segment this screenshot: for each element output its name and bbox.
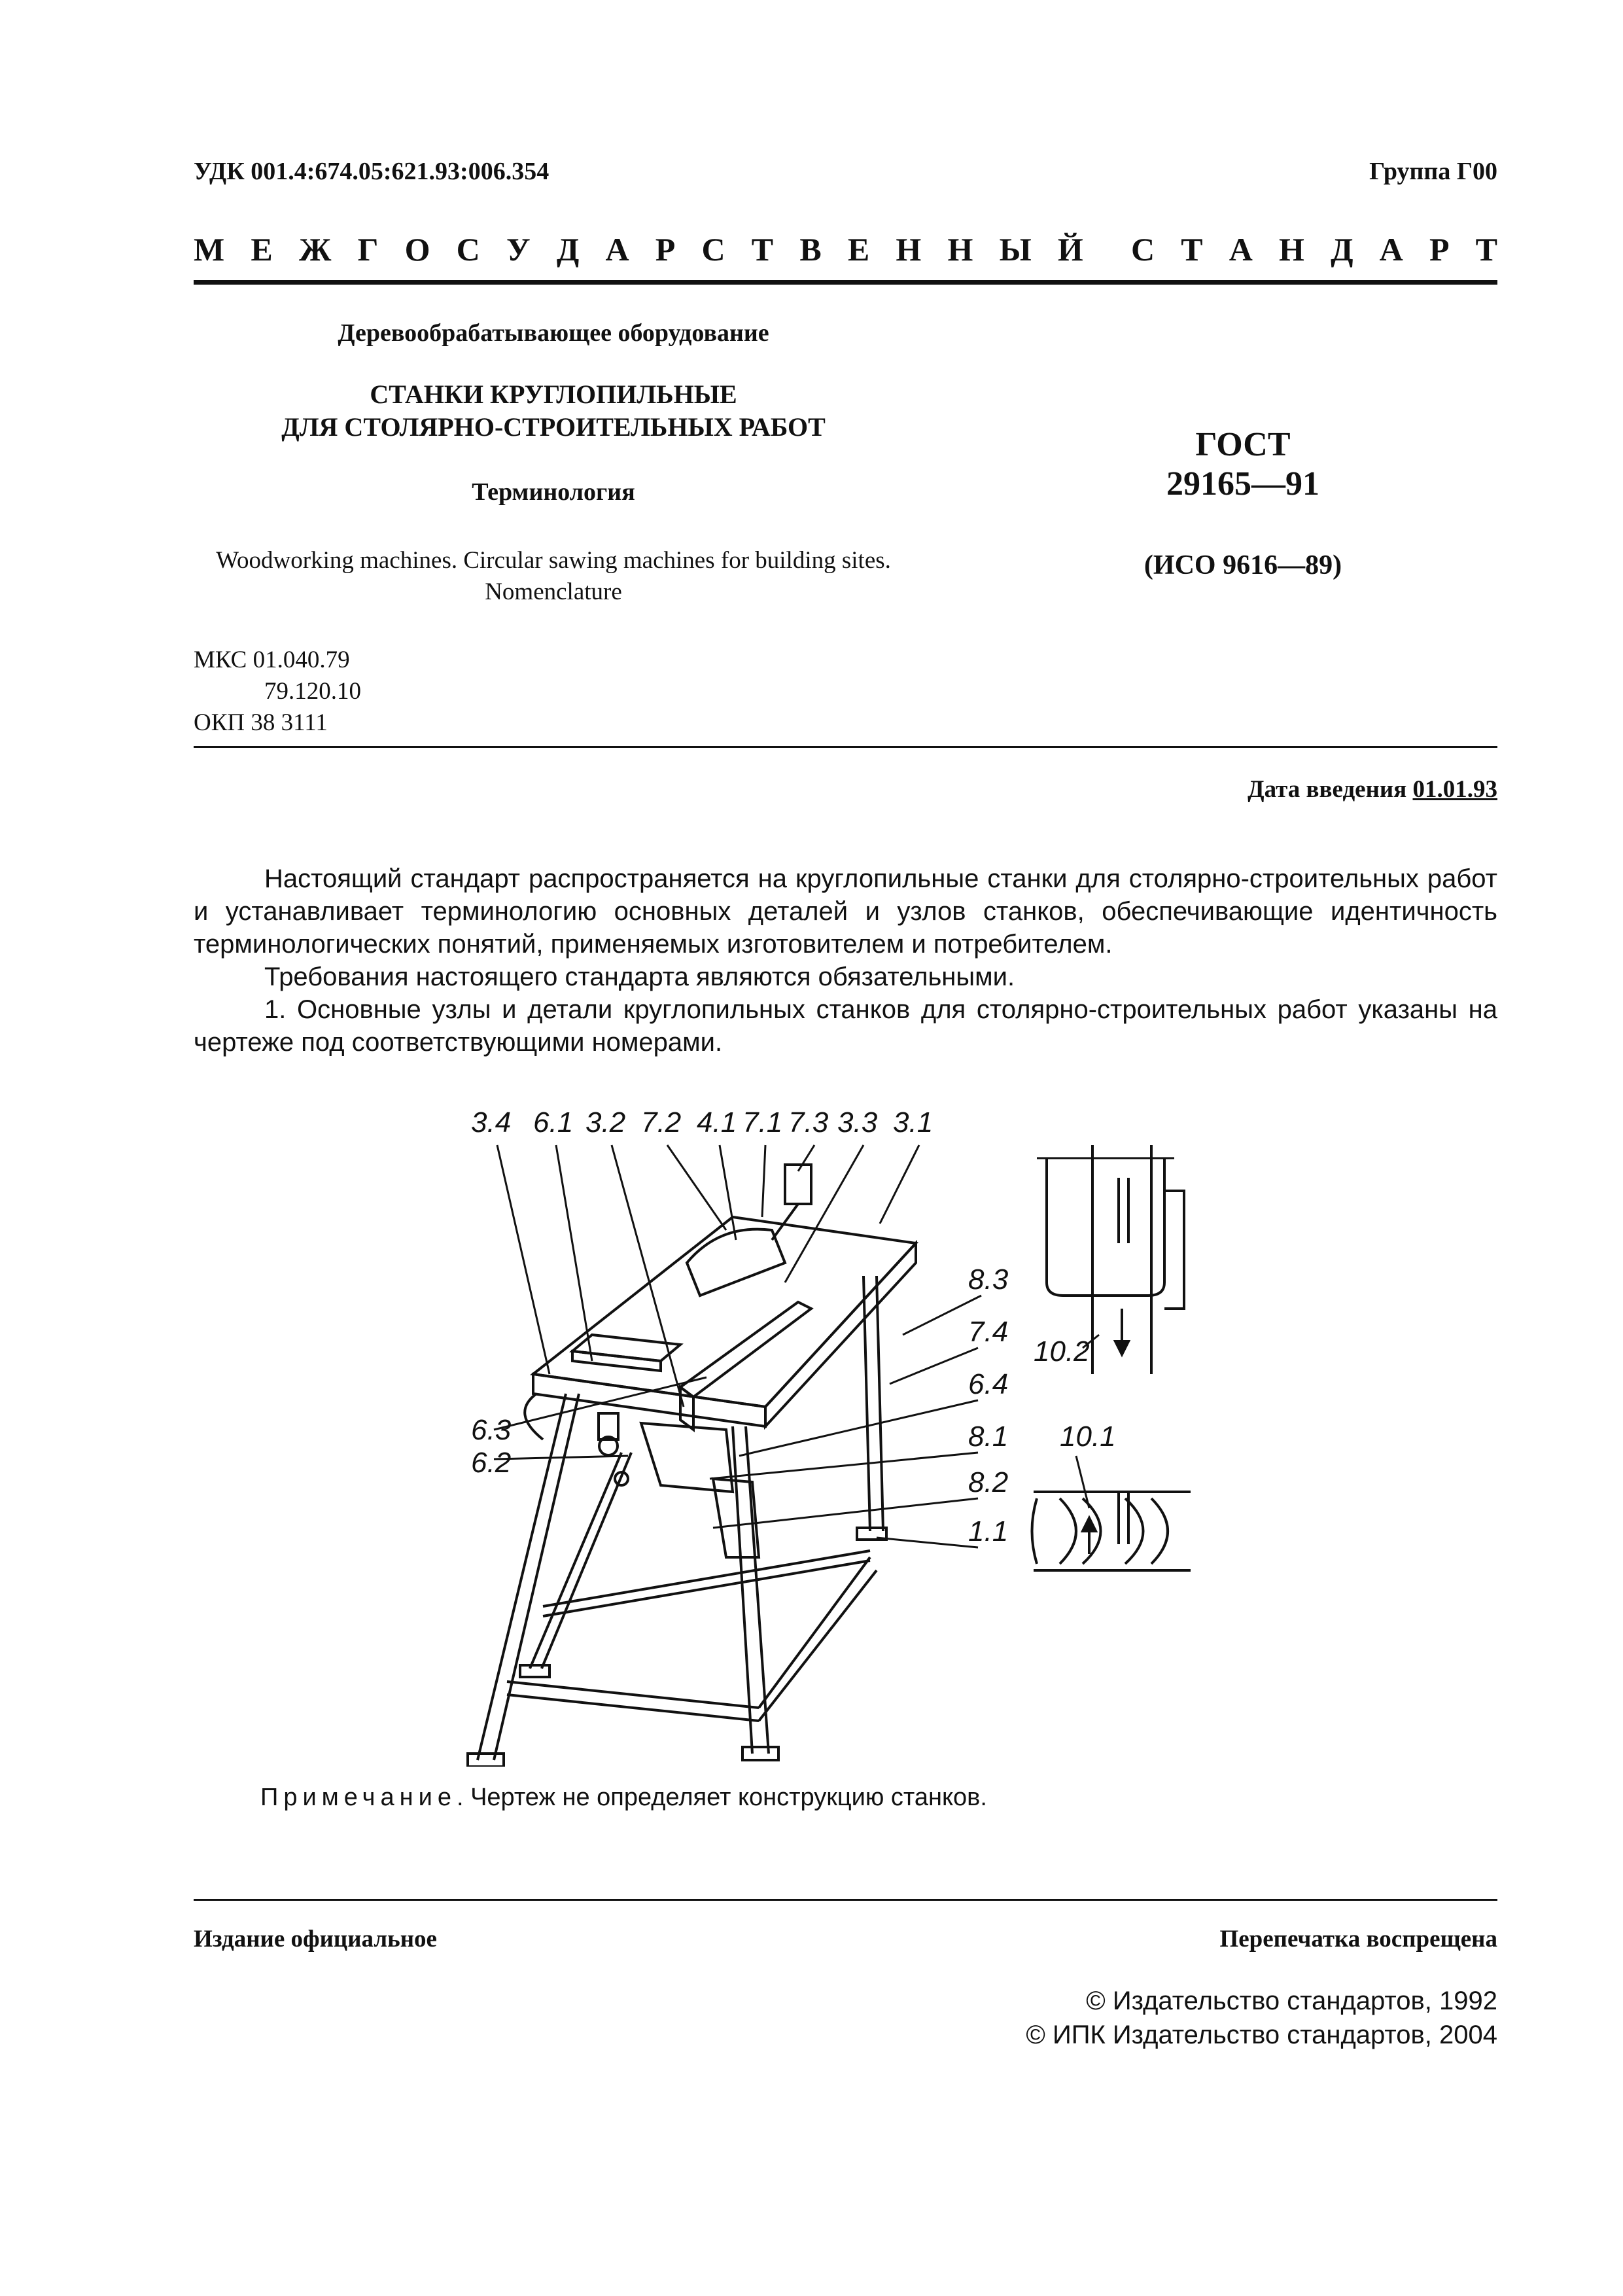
interstate-letter: А bbox=[605, 231, 629, 268]
copyright-1992: © Издательство стандартов, 1992 bbox=[1086, 1987, 1497, 2015]
paragraph-requirements: Требования настоящего стандарта являются обязательными. bbox=[264, 963, 1015, 991]
note-label: Примечание bbox=[260, 1784, 457, 1811]
official-edition: Издание официальное bbox=[194, 1926, 437, 1952]
drawing-note bbox=[260, 1784, 987, 1812]
terminology-label: Терминология bbox=[472, 478, 635, 506]
saw-machine-drawing bbox=[445, 1099, 1295, 1767]
detail-label-upper: 10.2 bbox=[1034, 1335, 1090, 1368]
standard-letter: Н bbox=[1279, 231, 1304, 268]
title-line-1: СТАНКИ КРУГЛОПИЛЬНЫЕ bbox=[370, 380, 737, 409]
detail-wood-grain bbox=[1032, 1456, 1191, 1570]
part-label-top: 7.2 bbox=[641, 1106, 682, 1139]
okp-code: ОКП 38 3111 bbox=[194, 709, 328, 736]
interstate-letter: Ы bbox=[999, 231, 1032, 268]
interstate-letter: С bbox=[701, 231, 725, 268]
part-label-right: 1.1 bbox=[968, 1515, 1009, 1547]
part-label-left: 6.3 bbox=[471, 1414, 512, 1446]
table-top bbox=[533, 1165, 916, 1430]
paragraph-clause-1: 1. Основные узлы и детали круглопильных станков для столярно-строительных работ указаны на чертеже под соответствующими номерами. bbox=[194, 995, 1497, 1057]
standard-heading bbox=[194, 230, 1497, 268]
english-line-2: Nomenclature bbox=[485, 578, 622, 605]
interstate-letter: Н bbox=[896, 231, 922, 268]
interstate-letter: Е bbox=[847, 231, 870, 268]
standard-letter: Т bbox=[1475, 231, 1497, 268]
heading-rule bbox=[194, 280, 1497, 285]
part-label-right: 8.3 bbox=[968, 1263, 1009, 1296]
standard-word-standard bbox=[1131, 230, 1497, 268]
udk-code: УДК 001.4:674.05:621.93:006.354 bbox=[194, 158, 550, 185]
note-text: . Чертеж не определяет конструкцию станков. bbox=[456, 1784, 987, 1811]
gost-code: 29165—91 bbox=[1166, 465, 1319, 503]
interstate-letter: О bbox=[404, 231, 430, 268]
part-label-right: 7.4 bbox=[968, 1316, 1009, 1348]
standard-word-interstate bbox=[194, 230, 1083, 268]
date-value: 01.01.93 bbox=[1412, 776, 1497, 803]
classification-codes bbox=[194, 645, 361, 739]
interstate-letter: Й bbox=[1057, 231, 1083, 268]
standard-letter: Р bbox=[1429, 231, 1450, 268]
interstate-letter: Н bbox=[947, 231, 973, 268]
part-label-top: 7.3 bbox=[788, 1106, 829, 1139]
part-label-top: 3.1 bbox=[893, 1106, 934, 1139]
part-label-top: 3.2 bbox=[585, 1106, 626, 1139]
standard-letter: Т bbox=[1181, 231, 1203, 268]
interstate-letter: М bbox=[194, 231, 225, 268]
body-text bbox=[194, 862, 1497, 1059]
english-line-1: Woodworking machines. Circular sawing machines for building sites. bbox=[216, 547, 891, 574]
copyright-2004: © ИПК Издательство стандартов, 2004 bbox=[1026, 2021, 1497, 2049]
part-label-left: 6.2 bbox=[471, 1447, 512, 1479]
detail-label-lower: 10.1 bbox=[1060, 1421, 1116, 1453]
interstate-letter: Т bbox=[751, 231, 774, 268]
standard-letter: А bbox=[1229, 231, 1253, 268]
part-label-right: 6.4 bbox=[968, 1368, 1009, 1400]
part-label-right: 8.1 bbox=[968, 1421, 1009, 1453]
gost-number bbox=[1112, 425, 1374, 504]
english-title bbox=[194, 545, 913, 608]
gost-label: ГОСТ bbox=[1195, 426, 1291, 463]
interstate-letter: В bbox=[799, 231, 822, 268]
title-line-2: ДЛЯ СТОЛЯРНО-СТРОИТЕЛЬНЫХ РАБОТ bbox=[281, 412, 826, 442]
machine-stand bbox=[468, 1276, 886, 1767]
document-title bbox=[194, 378, 913, 444]
interstate-letter: Г bbox=[357, 231, 379, 268]
mks-code-2: 79.120.10 bbox=[264, 678, 361, 705]
mks-code-1: МКС 01.040.79 bbox=[194, 646, 350, 673]
interstate-letter: Е bbox=[251, 231, 273, 268]
section-rule bbox=[194, 746, 1497, 748]
interstate-letter: С bbox=[456, 231, 480, 268]
part-label-top: 3.3 bbox=[837, 1106, 878, 1139]
standard-letter: А bbox=[1379, 231, 1403, 268]
part-label-right: 8.2 bbox=[968, 1466, 1009, 1498]
standard-letter: С bbox=[1131, 231, 1155, 268]
part-label-top: 7.1 bbox=[742, 1106, 783, 1139]
iso-reference: (ИСО 9616—89) bbox=[1143, 550, 1342, 580]
introduction-date bbox=[1248, 775, 1497, 804]
group-code: Группа Г00 bbox=[1369, 158, 1497, 185]
interstate-letter: Д bbox=[556, 231, 580, 268]
subject-line: Деревообрабатывающее оборудование bbox=[338, 319, 769, 347]
reprint-notice: Перепечатка воспрещена bbox=[1219, 1926, 1497, 1952]
copyright-block bbox=[1026, 1984, 1497, 2052]
paragraph-scope: Настоящий стандарт распространяется на круглопильные станки для столярно-строительных работ и устанавливает терминологию основных деталей и узлов станков, обеспечивающие идентичность терминологических понятий, применяемых изготовителем и потребителем. bbox=[194, 864, 1497, 959]
date-label: Дата введения bbox=[1248, 776, 1407, 803]
footer-rule bbox=[194, 1899, 1497, 1901]
part-label-top: 4.1 bbox=[697, 1106, 737, 1139]
standard-letter: Д bbox=[1331, 231, 1353, 268]
part-label-top: 3.4 bbox=[471, 1106, 512, 1139]
interstate-letter: У bbox=[506, 231, 531, 268]
part-label-top: 6.1 bbox=[533, 1106, 574, 1139]
interstate-letter: Ж bbox=[298, 231, 332, 268]
interstate-letter: Р bbox=[655, 231, 676, 268]
